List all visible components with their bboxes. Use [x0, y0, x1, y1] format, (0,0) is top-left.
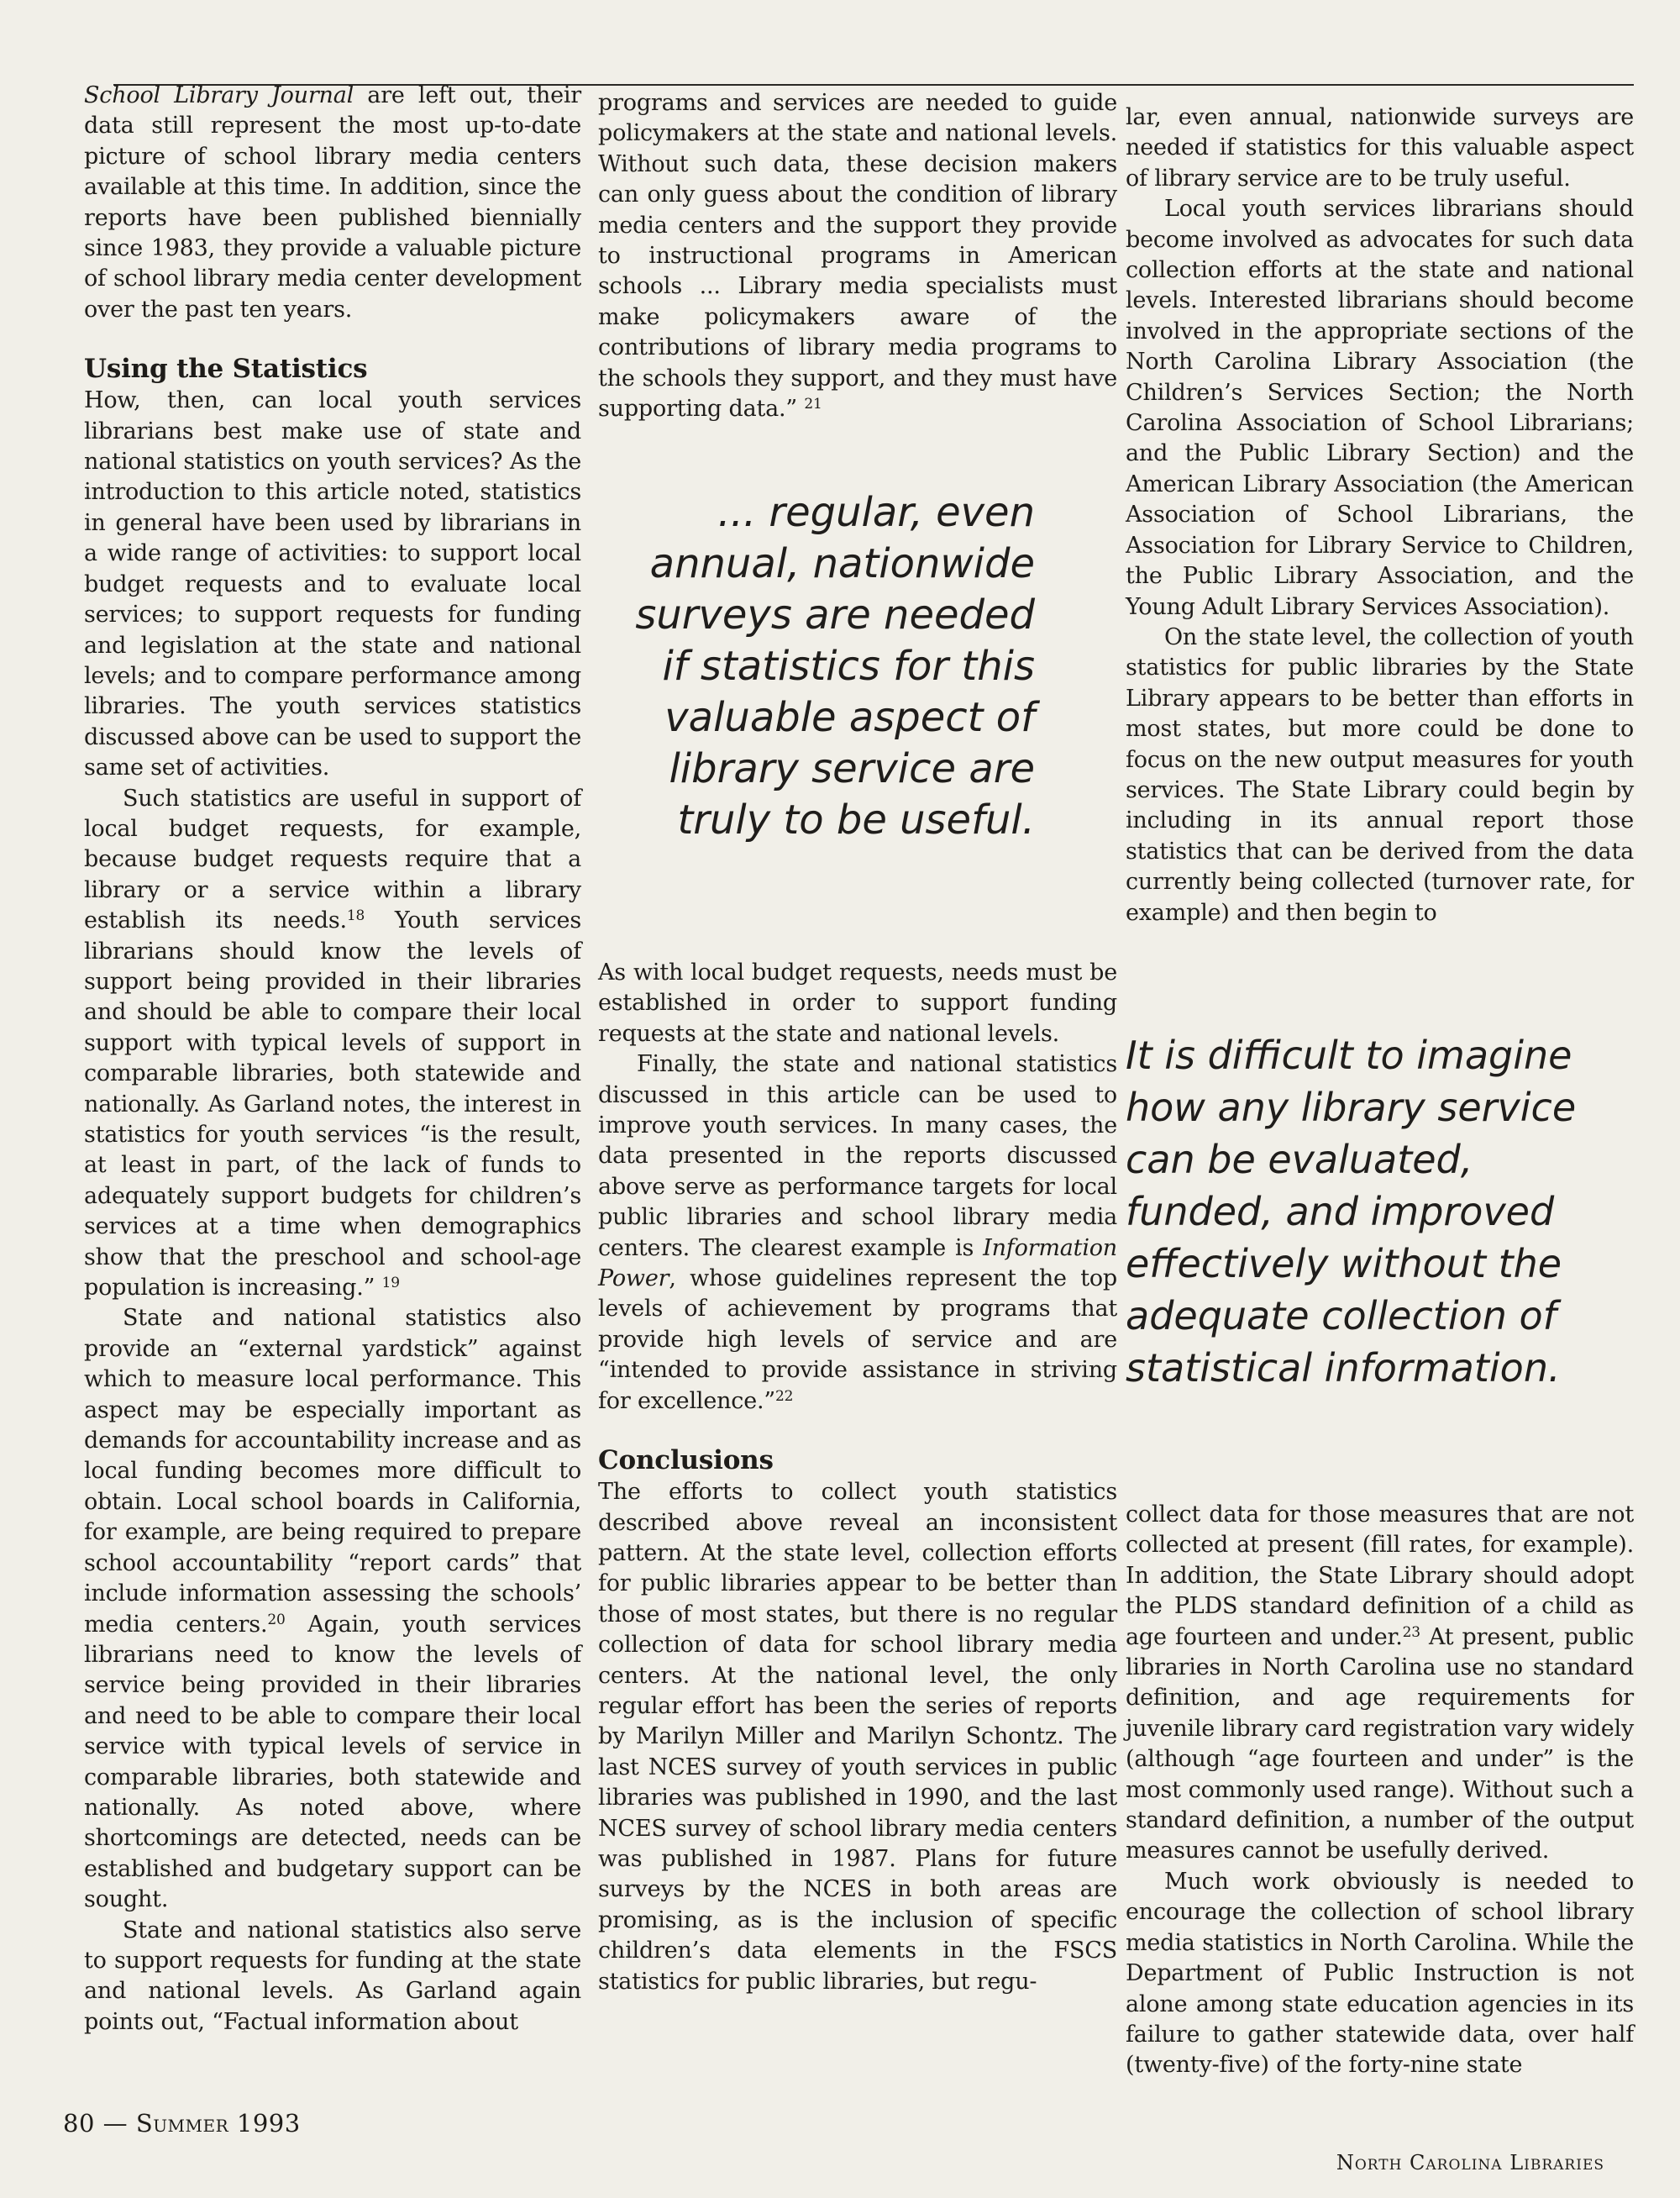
footnote-ref: 18	[346, 907, 365, 925]
paragraph: Such statistics are useful in support of local budget requests, for example, because budget requests require that a library or a service within a library establish its needs.$^{18}$ Youth services librarians should know the levels of support being provided in their libraries and should be able to compare their local support with typical levels of support in comparable libraries, both statewide and nationally. As Garland notes, the interest in statistics for youth services “is the result, at least in part, of the lack of funds to adequately support budgets for children’s services at a time when demographics show that the preschool and school-age population is increasing.” $^{19}$	[84, 785, 581, 1301]
column-right-lower	[1126, 1500, 1634, 2081]
paragraph: State and national statistics also serve to support requests for funding at the state and national levels. As Garland again points out, “Factual information about	[84, 1917, 581, 2035]
page-number-issue: 80 — Summer 1993	[63, 2109, 301, 2138]
paragraph: Local youth services librarians should become involved as advocates for such data collection efforts at the state and national levels. Interested librarians should become involved in the appropriate sections of the North Carolina Library Association (the Children’s Services Section; the North Carolina Association of School Librarians; and the Public Library Section) and the American Library Association (the American Association of School Librarians, the Association for Library Service to Children, the Public Library Association, and the Young Adult Library Services Association).	[1126, 196, 1634, 620]
paragraph: The efforts to collect youth statistics described above reveal an inconsistent pattern. At the state level, collection efforts for public libraries appear to be better than those of most states, but there is no regular collection of data for school library media centers. At the national level, the only regular effort has been the series of reports by Marilyn Miller and Marilyn Schontz. The last NCES survey of youth services in public libraries was published in 1990, and the last NCES survey of school library media centers was published in 1987. Plans for future surveys by the NCES in both areas are promising, as is the inclusion of specific children’s data elements in the FSCS statistics for public libraries, but regu-	[598, 1479, 1117, 1995]
paragraph: Much work obviously is needed to encourage the collection of school library media statistics in North Carolina. While the Department of Public Instruction is not alone among state education agencies in its failure to gather statewide data, over half (twenty-five) of the forty-nine state	[1126, 1868, 1634, 2079]
paragraph: State and national statistics also provide an “external yardstick” against which to measure local performance. This aspect may be especially important as demands for accountability increase and as local funding becomes more difficult to obtain. Local school boards in California, for example, are being required to prepare school accountability “report cards” that include information assessing the schools’ media centers.$^{20}$ Again, youth services librarians need to know the levels of service being provided in their libraries and need to be able to compare their local service with typical levels of service in comparable libraries, both statewide and nationally. As noted above, where shortcomings are detected, needs can be established and budgetary support can be sought.	[84, 1305, 582, 1913]
footnote-ref: 23	[1402, 1623, 1420, 1641]
paragraph: programs and services are needed to guide policymakers at the state and national levels. Without such data, these decision makers can only guess about the condition of library media centers and the support they provide to instructional programs in American schools ... Library media specialists must make policymakers aware of the contributions of library media programs to the schools they support, and they must have supporting data.” $^{21}$	[598, 90, 1117, 423]
column-left	[84, 81, 581, 2038]
column-middle-lower	[598, 958, 1117, 1997]
pull-quote: ... regular, even annual, nationwide surveys are needed if statistics for this valuable aspect of library service are truly to be useful.	[635, 489, 1035, 844]
paragraph: On the state level, the collection of youth statistics for public libraries by the State Library appears to be better than efforts in most states, but more could be done to focus on the new output measures for youth services. The State Library could begin by including in its annual report those statistics that can be derived from the data currently being collected (turnover rate, for example) and then begin to	[1126, 623, 1634, 926]
paragraph: How, then, can local youth services librarians best make use of state and national statistics on youth services? As the introduction to this article noted, statistics in general have been used by librarians in a wide range of activities: to support local budget requests and to evaluate local services; to support requests for funding and legislation at the state and national levels; and to compare performance among libraries. The youth services statistics discussed above can be used to support the same set of activities.	[84, 387, 581, 781]
paragraph: lar, even annual, nationwide surveys are needed if statistics for this valuable aspect of library service are to be truly useful.	[1126, 104, 1634, 192]
footnote-ref: 21	[804, 396, 822, 413]
journal-title: School Library Journal	[84, 82, 354, 108]
book-title: Information Power	[598, 1234, 1117, 1292]
footnote-ref: 22	[774, 1387, 794, 1405]
footnote-ref: 20	[267, 1611, 286, 1628]
paragraph: collect data for those measures that are not collected at present (fill rates, for example). In addition, the State Library should adopt the PLDS standard definition of a child as age fourteen and under.$^{23}$ At present, public libraries in North Carolina use no standard definition, and age requirements for juvenile library card registration vary widely (although “age fourteen and under” is the most commonly used range). Without such a standard definition, a number of the output measures cannot be usefully derived.	[1126, 1501, 1634, 1864]
column-right	[1126, 103, 1634, 928]
paragraph: Finally, the state and national statistics discussed in this article can be used to improve youth services. In many cases, the data presented in the reports discussed above serve as performance targets for local public libraries and school library media centers. The clearest example is Information Power, whose guidelines represent the top levels of achievement by programs that provide high levels of service and are “intended to provide assistance in striving for excellence.”$^{22}$	[598, 1051, 1117, 1414]
paragraph: School Library Journal are left out, their data still represent the most up-to-date picture of school library media centers available at this time. In addition, since the reports have been published biennially since 1983, they provide a valuable picture of school library media center development over the past ten years.	[84, 82, 582, 323]
section-heading: Conclusions	[598, 1445, 774, 1476]
journal-name: North Carolina Libraries	[1336, 2151, 1604, 2174]
column-middle	[598, 88, 1117, 424]
footnote-ref: 19	[381, 1275, 400, 1292]
paragraph: As with local budget requests, needs must be established in order to support funding requests at the state and national levels.	[598, 960, 1117, 1047]
pull-quote: It is difficult to imagine how any library service can be evaluated, funded, and improved effectively without the adequate collection of statistical information.	[1126, 1033, 1577, 1391]
section-heading: Using the Statistics	[84, 354, 368, 385]
